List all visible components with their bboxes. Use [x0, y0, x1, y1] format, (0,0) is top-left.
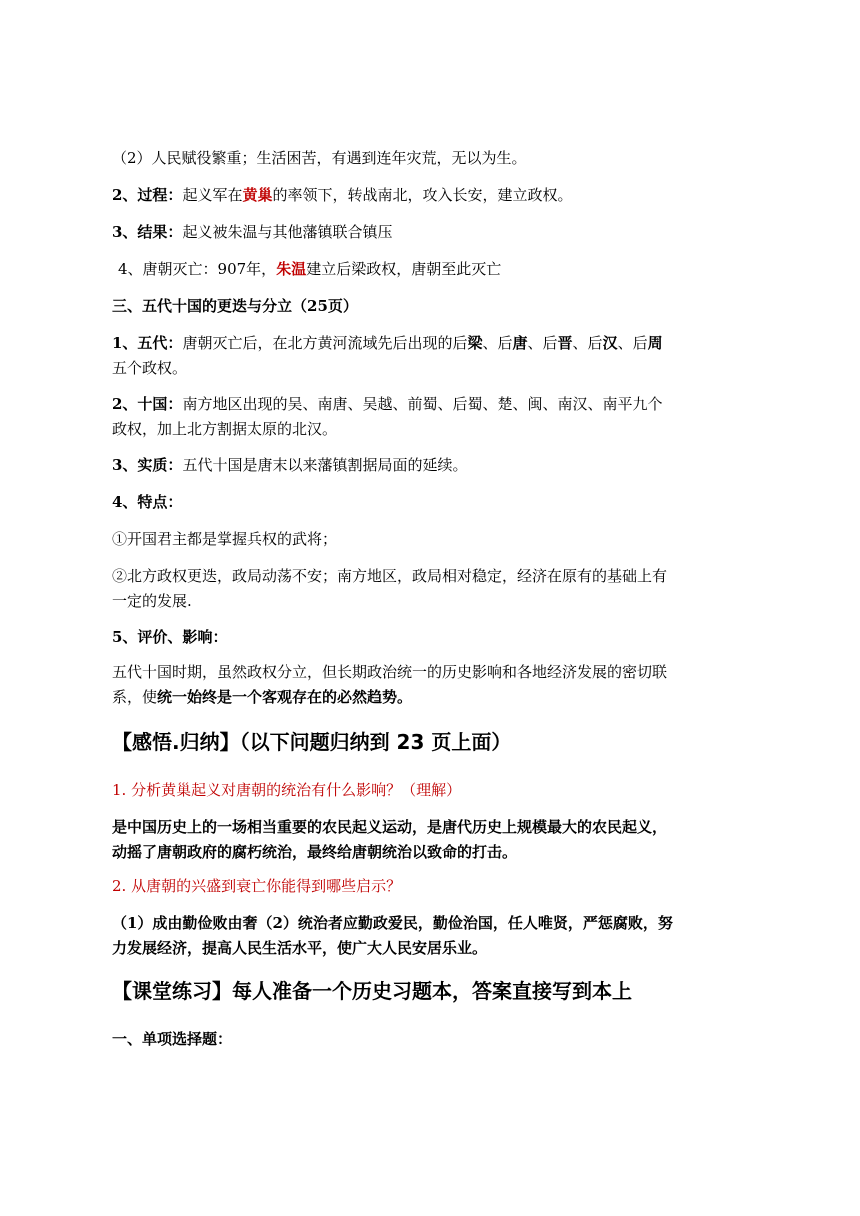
- ten-kingdoms-line2: 政权，加上北方割据太原的北汉。: [112, 420, 338, 438]
- evaluation-label: 5、评价、影响：: [112, 628, 228, 646]
- tang-fall-line: 4、唐朝灭亡：907年，朱温建立后梁政权，唐朝至此灭亡: [118, 260, 502, 278]
- answer-2-line1: （1）成由勤俭败由奢（2）统治者应勤政爱民，勤俭治国，任人唯贤，严惩腐败，努: [112, 914, 673, 932]
- evaluation-line2: 系，使统一始终是一个客观存在的必然趋势。: [112, 688, 413, 706]
- answer-1-line1: 是中国历史上的一场相当重要的农民起义运动，是唐代历史上规模最大的农民起义，: [112, 818, 668, 836]
- feature-2-line1: ②北方政权更迭，政局动荡不安；南方地区，政局相对稳定，经济在原有的基础上有: [112, 567, 668, 585]
- essence-line: 3、实质：五代十国是唐末以来藩镇割据局面的延续。: [112, 456, 468, 474]
- question-2: 2. 从唐朝的兴盛到衰亡你能得到哪些启示？: [112, 877, 402, 895]
- evaluation-line1: 五代十国时期，虽然政权分立，但长期政治统一的历史影响和各地经济发展的密切联: [112, 663, 668, 681]
- unity-trend-highlight: 统一始终是一个客观存在的必然趋势。: [157, 688, 413, 706]
- question-1: 1. 分析黄巢起义对唐朝的统治有什么影响？（理解）: [112, 781, 462, 799]
- feature-2-line2: 一定的发展.: [112, 592, 192, 610]
- ganwu-heading: 【感悟.归纳】（以下问题归纳到 23 页上面）: [112, 730, 512, 754]
- process-line: 2、过程：起义军在黄巢的率领下，转战南北，攻入长安，建立政权。: [112, 186, 573, 204]
- reason-2: （2）人民赋役繁重；生活困苦，有遇到连年灾荒，无以为生。: [112, 149, 527, 167]
- answer-2-line2: 力发展经济，提高人民生活水平，使广大人民安居乐业。: [112, 939, 488, 957]
- ketang-heading: 【课堂练习】每人准备一个历史习题本，答案直接写到本上: [112, 979, 632, 1003]
- huangchao-highlight: 黄巢: [242, 186, 273, 204]
- feature-1: ①开国君主都是掌握兵权的武将；: [112, 530, 338, 548]
- ten-kingdoms-line1: 2、十国：南方地区出现的吴、南唐、吴越、前蜀、后蜀、楚、闽、南汉、南平九个: [112, 395, 663, 413]
- five-dynasties-line1: 1、五代：唐朝灭亡后，在北方黄河流域先后出现的后梁、后唐、后晋、后汉、后周: [112, 334, 663, 352]
- answer-1-line2: 动摇了唐朝政府的腐朽统治，最终给唐朝统治以致命的打击。: [112, 843, 518, 861]
- process-label: 2、过程：: [112, 186, 183, 204]
- section-three-heading: 三、五代十国的更迭与分立（25页）: [112, 297, 358, 315]
- result-label: 3、结果：: [112, 223, 183, 241]
- result-line: 3、结果：起义被朱温与其他藩镇联合镇压: [112, 223, 393, 241]
- features-label: 4、特点：: [112, 493, 183, 511]
- five-dynasties-line2: 五个政权。: [112, 359, 188, 377]
- single-choice-heading: 一、单项选择题：: [112, 1030, 233, 1048]
- zhuwen-highlight: 朱温: [276, 260, 307, 278]
